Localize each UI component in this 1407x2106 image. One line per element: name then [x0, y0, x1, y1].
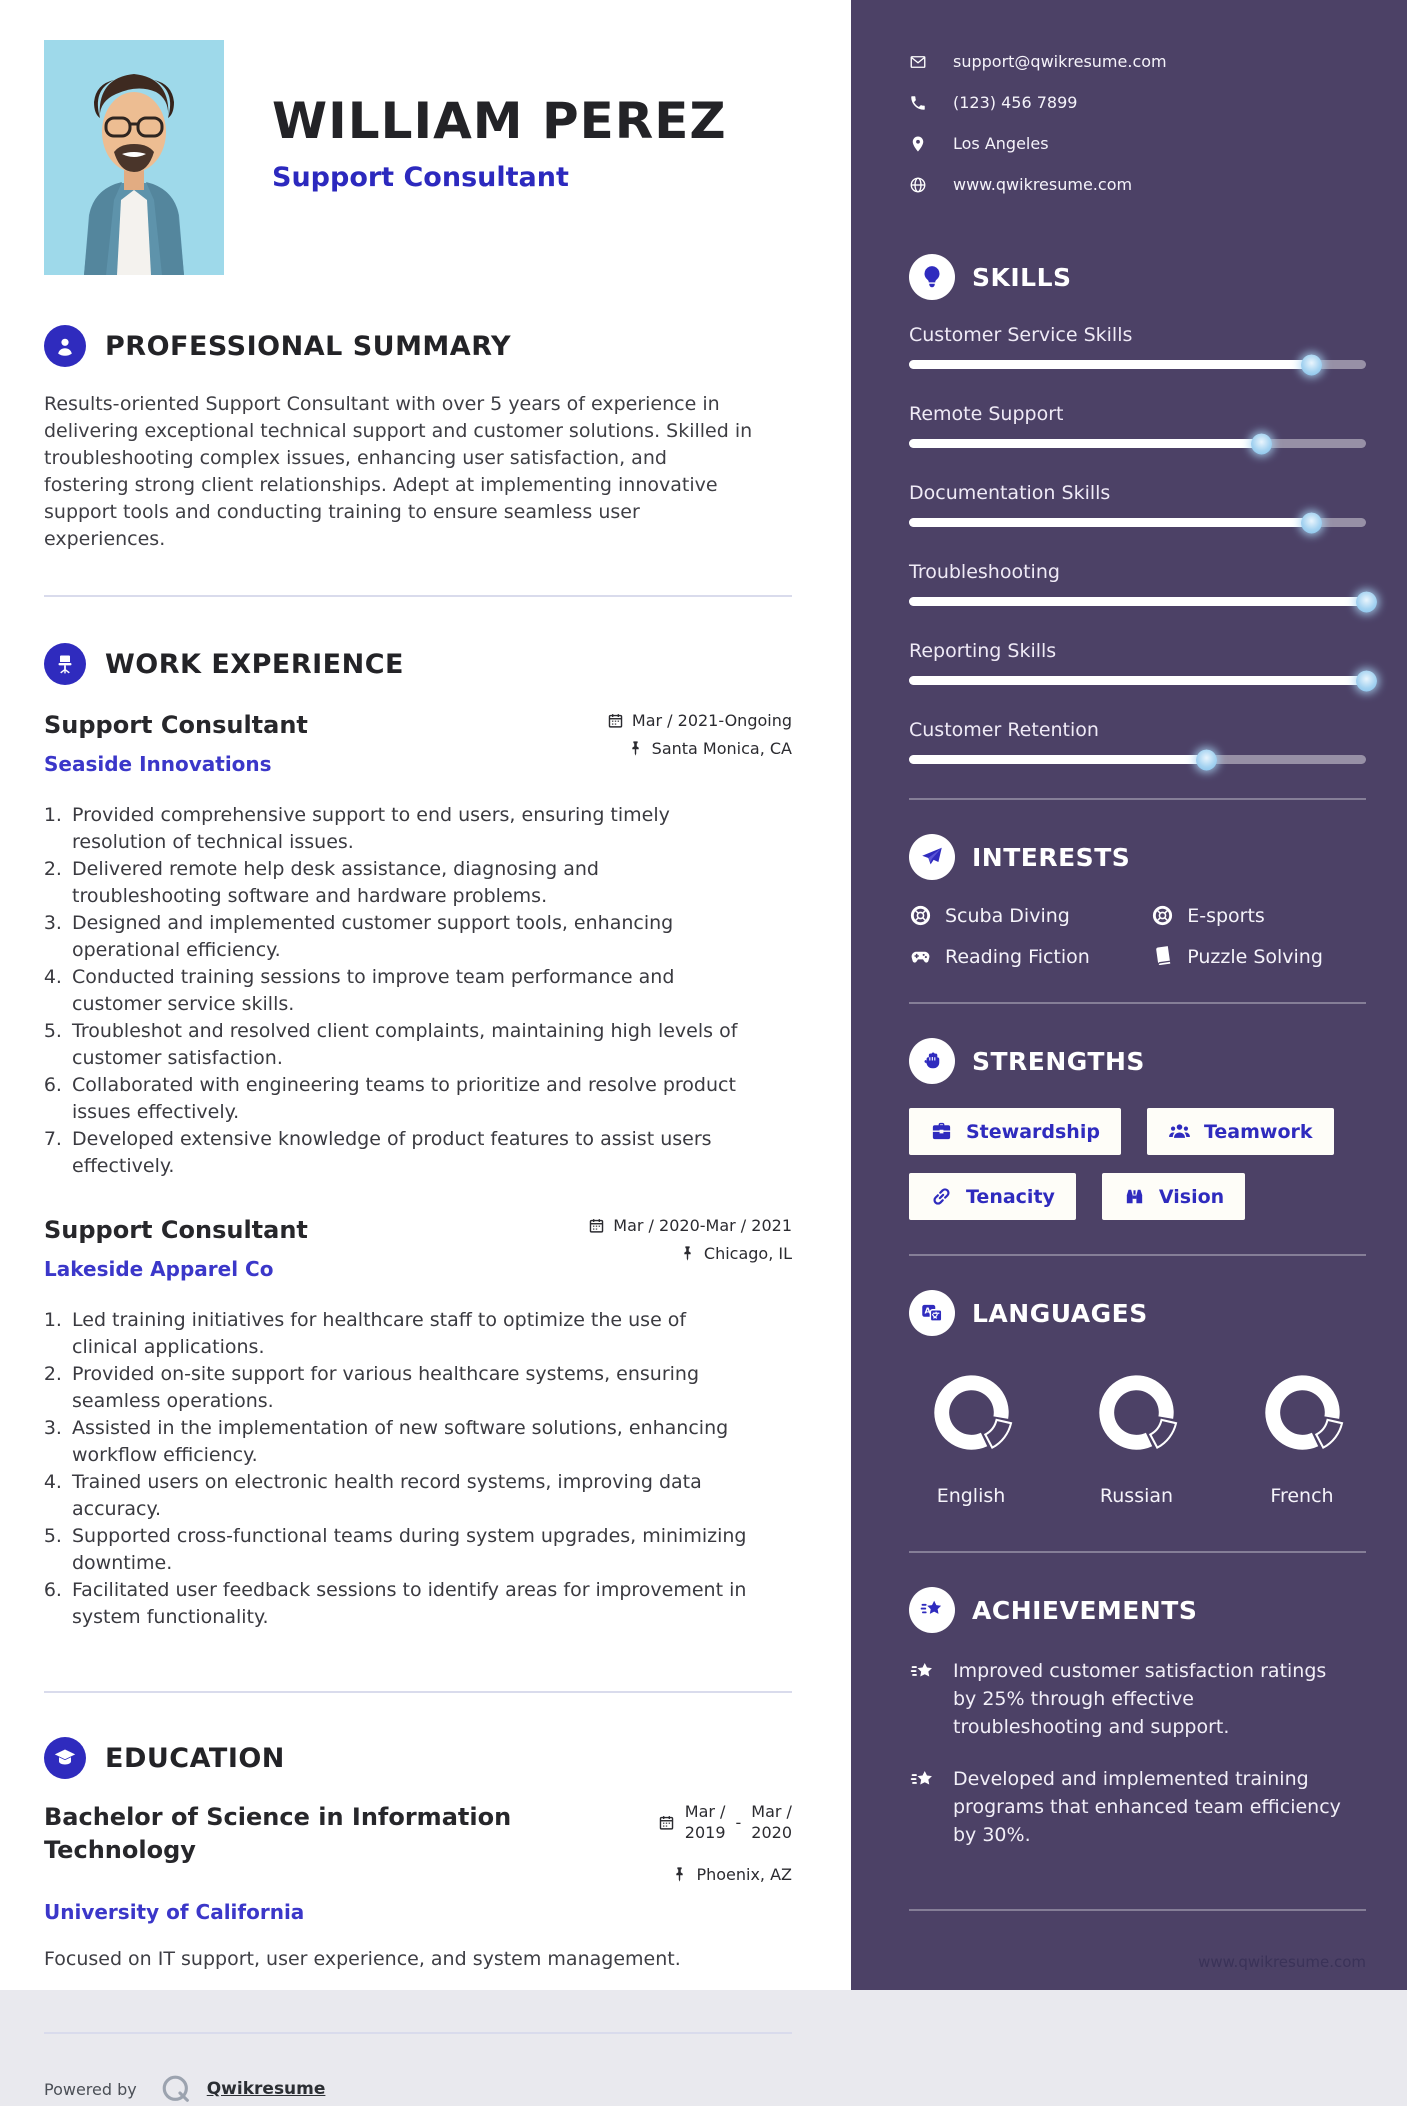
skill-item	[909, 482, 1366, 527]
sidebar-divider	[909, 1254, 1366, 1256]
slider-knob	[1196, 749, 1217, 770]
slider-knob	[1356, 591, 1377, 612]
powered-by-label: Powered by	[44, 2079, 137, 2099]
skills-heading: SKILLS	[972, 262, 1072, 292]
achievement-item: Improved customer satisfaction ratings by 25% through effective troubleshooting and support.	[909, 1657, 1366, 1741]
gamepad-icon	[909, 945, 932, 968]
languages-section	[909, 1290, 1366, 1507]
sidebar-divider	[909, 798, 1366, 800]
job2-company-link[interactable]: Lakeside Apparel Co	[44, 1257, 274, 1281]
chain-link-icon	[930, 1185, 953, 1208]
contact-website[interactable]: www.qwikresume.com	[953, 175, 1133, 194]
job2-bullet: 2. Provided on-site support for various healthcare systems, ensuring seamless operations.	[68, 1361, 750, 1415]
language-item	[1242, 1366, 1362, 1507]
skill-item	[909, 403, 1366, 448]
strengths-heading: STRENGTHS	[972, 1046, 1145, 1076]
work-heading: WORK EXPERIENCE	[105, 648, 404, 680]
contact-phone[interactable]: (123) 456 7899	[953, 93, 1078, 112]
job1-date: Mar / 2021-Ongoing	[607, 711, 792, 730]
job2-bullet: 6. Facilitated user feedback sessions to identify areas for improvement in system functionality.	[68, 1577, 750, 1631]
languages-heading: LANGUAGES	[972, 1298, 1148, 1328]
slider-knob	[1356, 670, 1377, 691]
school-link[interactable]: University of California	[44, 1900, 305, 1924]
qwikresume-logo-icon	[159, 2072, 193, 2106]
header-text	[272, 40, 727, 275]
lightbulb-icon	[909, 254, 955, 300]
skill-label: Customer Retention	[909, 719, 1099, 741]
strength-badge: Stewardship	[909, 1108, 1121, 1155]
fist-icon	[909, 1038, 955, 1084]
skill-label: Remote Support	[909, 403, 1064, 425]
job1-bullet: 5. Troubleshot and resolved client complaints, maintaining high levels of customer satisfaction.	[68, 1018, 750, 1072]
sidebar	[851, 0, 1407, 1990]
job1-bullet: 7. Developed extensive knowledge of product features to assist users effectively.	[68, 1126, 750, 1180]
life-ring-icon	[1151, 904, 1174, 927]
slider-knob	[1251, 433, 1272, 454]
skill-label: Customer Service Skills	[909, 324, 1133, 346]
interests-section	[909, 834, 1366, 968]
strengths-section	[909, 1038, 1366, 1220]
interests-grid	[909, 904, 1366, 968]
language-item	[1077, 1366, 1197, 1507]
sidebar-divider	[909, 1909, 1366, 1911]
skill-label: Troubleshooting	[909, 561, 1060, 583]
skill-slider	[909, 597, 1366, 606]
slider-knob	[1301, 512, 1322, 533]
job2-bullet: 4. Trained users on electronic health record systems, improving data accuracy.	[68, 1469, 750, 1523]
job2-bullet: 5. Supported cross-functional teams during system upgrades, minimizing downtime.	[68, 1523, 750, 1577]
profile-photo	[44, 40, 224, 275]
job-entry-1	[44, 711, 792, 1180]
summary-heading-row	[44, 325, 792, 367]
job1-bullet: 4. Conducted training sessions to improve team performance and customer service skills.	[68, 964, 750, 1018]
education-heading: EDUCATION	[105, 1742, 285, 1774]
summary-section	[44, 325, 792, 553]
skill-item	[909, 719, 1366, 764]
strength-badge: Teamwork	[1147, 1108, 1334, 1155]
pushpin-icon	[627, 740, 644, 757]
job2-date: Mar / 2020-Mar / 2021	[588, 1216, 792, 1235]
achievements-heading: ACHIEVEMENTS	[972, 1595, 1198, 1625]
strengths-heading-row	[909, 1038, 1366, 1084]
shooting-star-icon	[909, 1659, 936, 1686]
language-item	[911, 1366, 1031, 1507]
job2-title: Support Consultant	[44, 1216, 308, 1244]
interests-heading-row	[909, 834, 1366, 880]
education-dates: Mar / 2019 - Mar / 2020	[658, 1801, 792, 1843]
contact-location-row	[909, 134, 1366, 153]
shooting-star-icon	[909, 1587, 955, 1633]
skill-label: Documentation Skills	[909, 482, 1111, 504]
job1-bullet: 1. Provided comprehensive support to end users, ensuring timely resolution of technical issues.	[68, 802, 750, 856]
education-heading-row	[44, 1737, 792, 1779]
language-name: Russian	[1099, 1485, 1174, 1507]
language-name: French	[1270, 1485, 1334, 1507]
interest-item: E-sports	[1151, 904, 1366, 927]
job1-title: Support Consultant	[44, 711, 308, 739]
sidebar-divider	[909, 1002, 1366, 1004]
calendar-icon	[658, 1814, 675, 1831]
work-heading-row	[44, 643, 792, 685]
binoculars-icon	[1123, 1185, 1146, 1208]
skill-item	[909, 561, 1366, 606]
achievements-section	[909, 1587, 1366, 1849]
calendar-icon	[607, 712, 624, 729]
job2-location: Chicago, IL	[679, 1244, 792, 1263]
interest-item: Reading Fiction	[909, 945, 1151, 968]
graduation-cap-icon	[44, 1737, 86, 1779]
skill-label: Reporting Skills	[909, 640, 1057, 662]
strength-badge: Vision	[1102, 1173, 1245, 1220]
achievements-heading-row	[909, 1587, 1366, 1633]
job1-bullet: 2. Delivered remote help desk assistance, diagnosing and troubleshooting software and hardware problems.	[68, 856, 750, 910]
work-experience-section	[44, 643, 792, 1631]
footer	[44, 2072, 792, 2106]
summary-text: Results-oriented Support Consultant with over 5 years of experience in delivering exceptional technical support and customer solutions. Skilled in troubleshooting complex issues, enhancing user satisfaction, and fostering strong client relationships. Adept at implementing innovative support tools and conducting training to ensure seamless user experiences.	[44, 393, 753, 550]
skill-slider	[909, 439, 1366, 448]
skill-slider	[909, 676, 1366, 685]
contact-phone-row	[909, 93, 1366, 112]
person-name: WILLIAM PEREZ	[272, 92, 727, 150]
divider	[44, 2032, 792, 2034]
paper-plane-icon	[909, 834, 955, 880]
education-description: Focused on IT support, user experience, and system management.	[44, 1948, 681, 1970]
divider	[44, 1691, 792, 1693]
job1-company-link[interactable]: Seaside Innovations	[44, 752, 272, 776]
job1-location: Santa Monica, CA	[627, 739, 792, 758]
contact-email-row	[909, 52, 1366, 71]
job1-bullet: 6. Collaborated with engineering teams to prioritize and resolve product issues effectively.	[68, 1072, 750, 1126]
language-donut-chart	[1090, 1366, 1183, 1459]
job1-bullet: 3. Designed and implemented customer support tools, enhancing operational efficiency.	[68, 910, 750, 964]
contact-website-row	[909, 175, 1366, 194]
education-section	[44, 1737, 792, 1970]
watermark: www.qwikresume.com	[1198, 1953, 1366, 1971]
qwikresume-link[interactable]: Qwikresume	[206, 2079, 326, 2099]
header-job-title: Support Consultant	[272, 162, 569, 193]
slider-knob	[1301, 354, 1322, 375]
language-donut-chart	[925, 1366, 1018, 1459]
education-location: Phoenix, AZ	[658, 1865, 792, 1884]
user-icon	[44, 325, 86, 367]
calendar-icon	[588, 1217, 605, 1234]
sidebar-divider	[909, 1551, 1366, 1553]
skill-item	[909, 324, 1366, 369]
languages-heading-row	[909, 1290, 1366, 1336]
briefcase-icon	[930, 1120, 953, 1143]
life-ring-icon	[909, 904, 932, 927]
shooting-star-icon	[909, 1767, 936, 1794]
envelope-icon	[909, 53, 927, 71]
skill-item	[909, 640, 1366, 685]
contact-location: Los Angeles	[953, 134, 1049, 153]
degree: Bachelor of Science in Information Technology	[44, 1803, 512, 1864]
interest-item: Scuba Diving	[909, 904, 1151, 927]
pushpin-icon	[679, 1245, 696, 1262]
phone-icon	[909, 94, 927, 112]
skill-slider	[909, 518, 1366, 527]
job2-bullets	[44, 1307, 750, 1631]
interest-item: Puzzle Solving	[1151, 945, 1366, 968]
job2-bullet: 3. Assisted in the implementation of new software solutions, enhancing workflow efficiency.	[68, 1415, 750, 1469]
strengths-grid	[909, 1108, 1366, 1220]
skill-slider	[909, 755, 1366, 764]
translate-icon	[909, 1290, 955, 1336]
interests-heading: INTERESTS	[972, 842, 1131, 872]
divider	[44, 595, 792, 597]
map-pin-icon	[909, 135, 927, 153]
skills-section	[909, 254, 1366, 764]
svg-text:A: A	[924, 1305, 931, 1316]
achievement-item: Developed and implemented training programs that enhanced team efficiency by 30%.	[909, 1765, 1366, 1849]
skills-heading-row	[909, 254, 1366, 300]
pushpin-icon	[671, 1866, 688, 1883]
skill-slider	[909, 360, 1366, 369]
job1-bullets	[44, 802, 750, 1180]
languages-row	[909, 1360, 1366, 1507]
header	[44, 40, 792, 275]
contact-section	[909, 52, 1366, 194]
job-entry-2	[44, 1216, 792, 1631]
language-donut-chart	[1256, 1366, 1349, 1459]
book-icon	[1150, 944, 1176, 970]
summary-heading: PROFESSIONAL SUMMARY	[105, 330, 512, 362]
contact-email[interactable]: support@qwikresume.com	[953, 52, 1167, 71]
language-name: English	[936, 1485, 1006, 1507]
office-chair-icon	[44, 643, 86, 685]
job2-bullet: 1. Led training initiatives for healthcare staff to optimize the use of clinical applications.	[68, 1307, 750, 1361]
strength-badge: Tenacity	[909, 1173, 1076, 1220]
users-icon	[1168, 1120, 1191, 1143]
globe-icon	[909, 176, 927, 194]
education-meta	[658, 1801, 792, 1884]
